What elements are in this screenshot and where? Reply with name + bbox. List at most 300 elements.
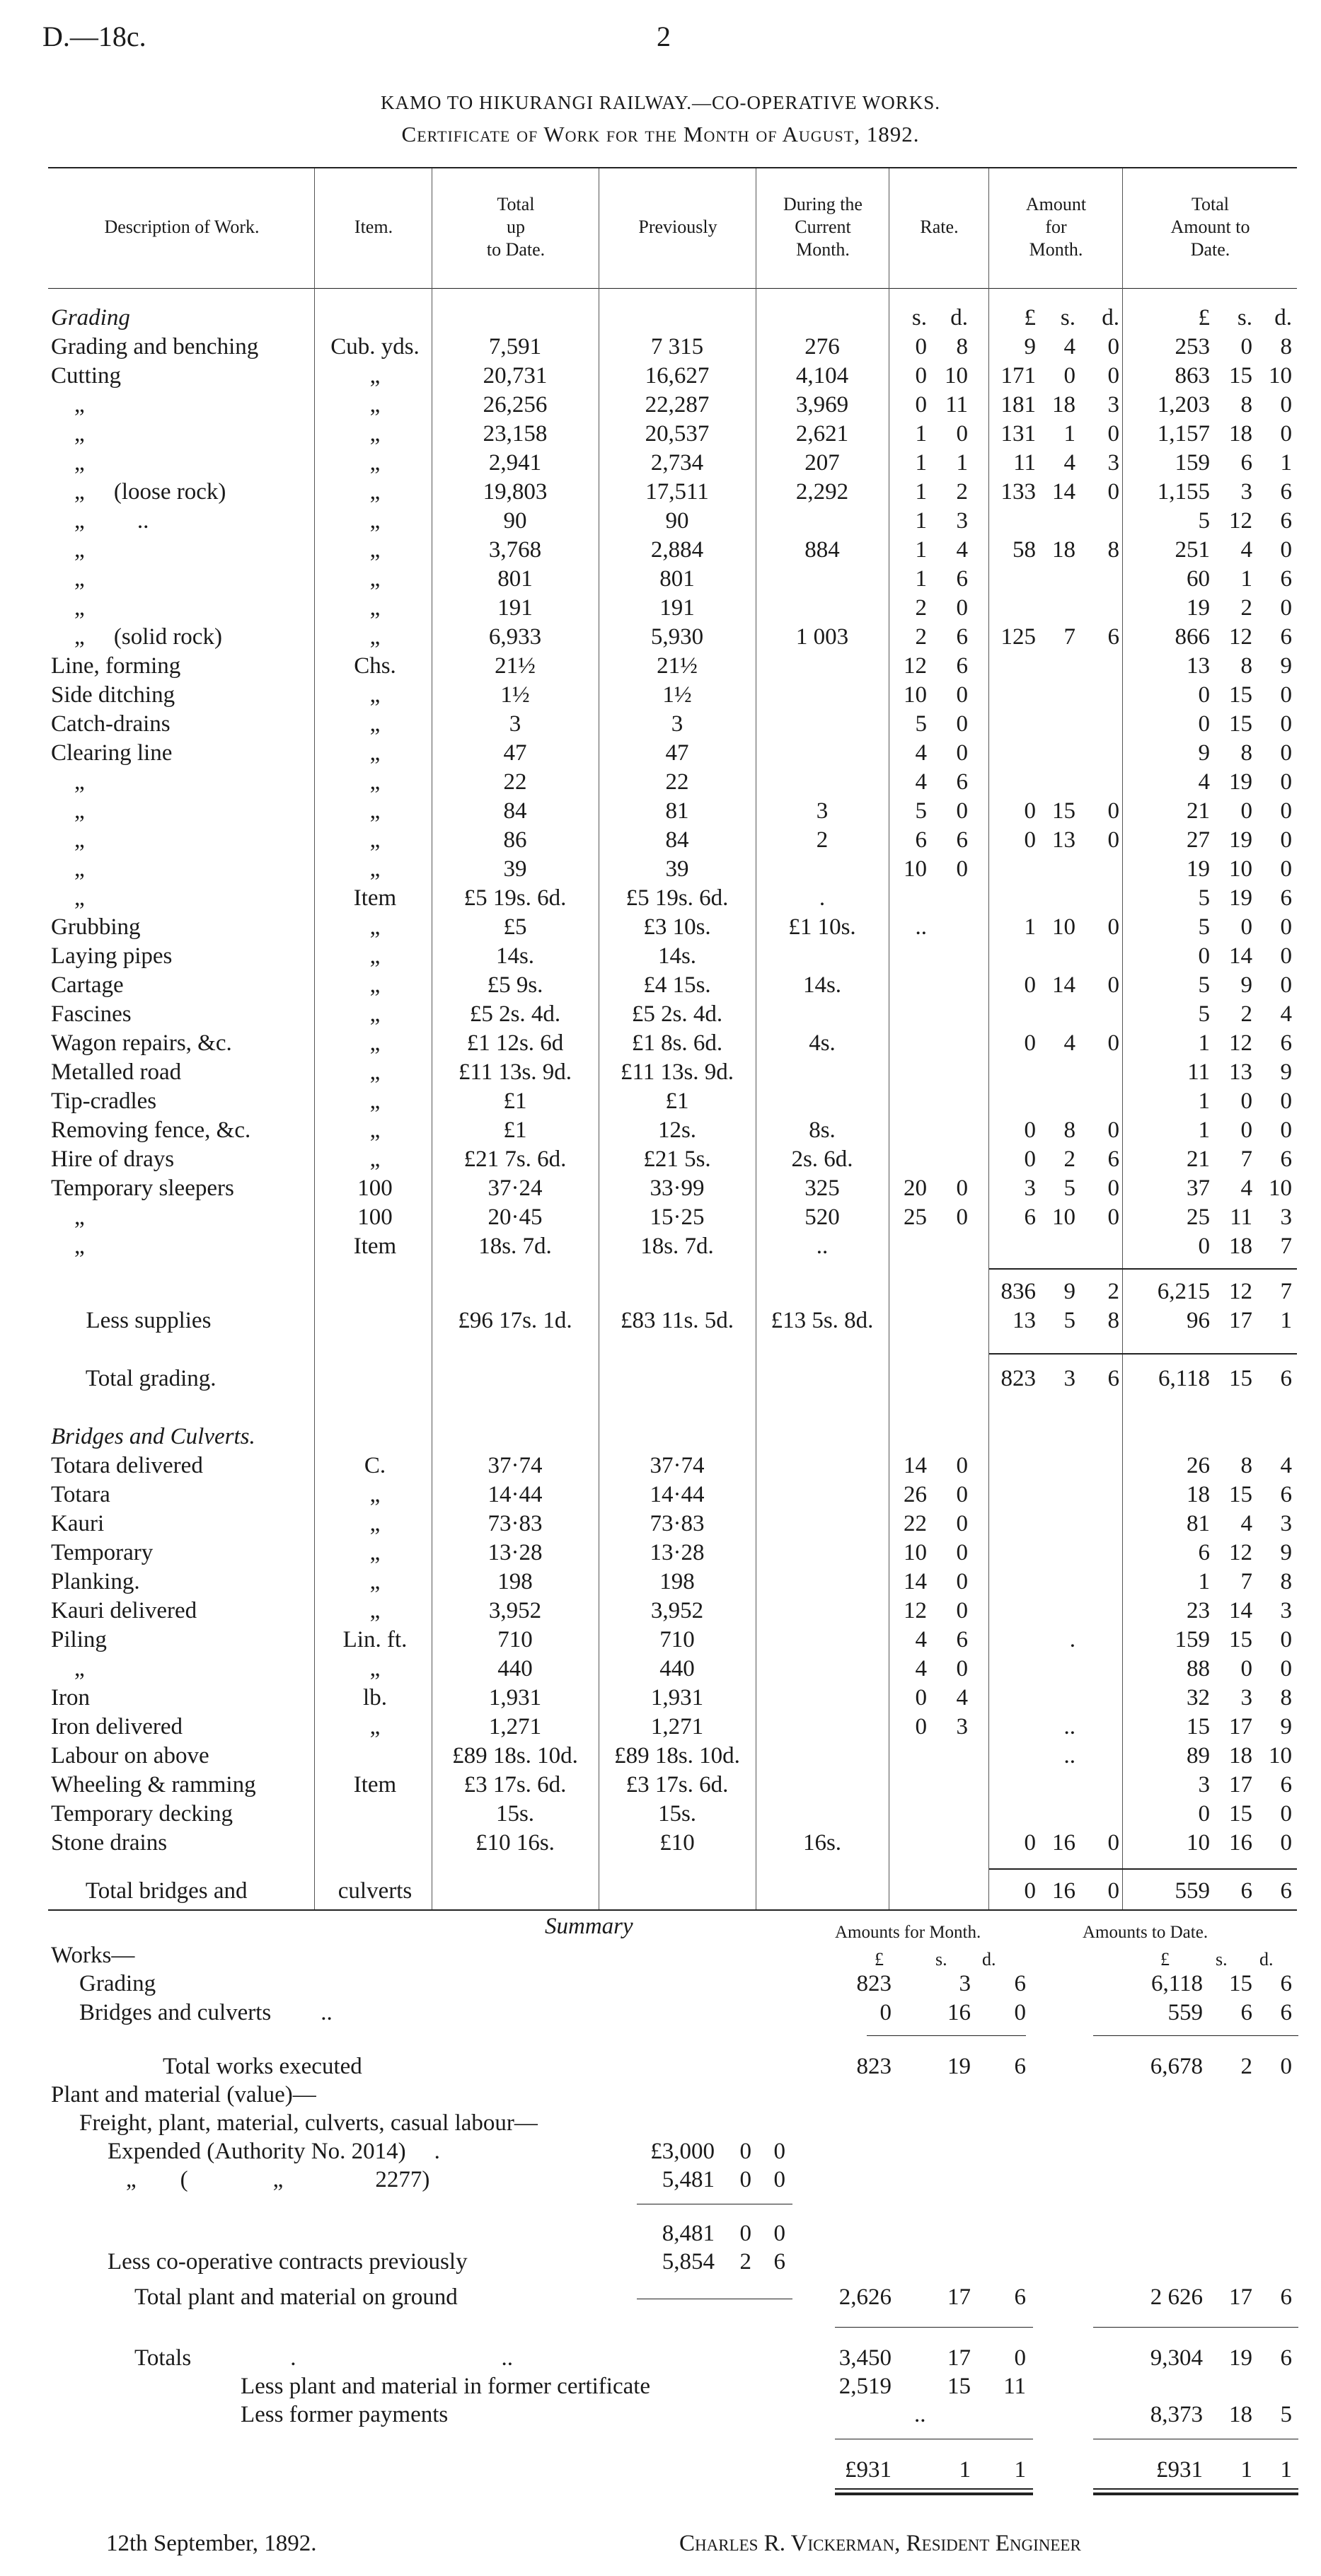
row-month-pounds: 0 [1024, 827, 1036, 853]
table-row [0, 449, 1321, 478]
less-plant-label: Less plant and material in former certificate [241, 2374, 651, 2399]
row-date-pounds: 9 [1198, 740, 1210, 766]
row-description: „ [51, 798, 85, 824]
row-previously: £5 2s. 4d. [631, 1001, 723, 1027]
row-rate-d: 6 [956, 624, 968, 650]
row-total-to-date: £89 18s. 10d. [452, 1743, 578, 1769]
row-date-pence: 9 [1280, 1540, 1292, 1565]
row-rate-d: 0 [956, 1453, 968, 1478]
row-date-pence: 0 [1280, 914, 1292, 940]
row-date-pence: 3 [1280, 1598, 1292, 1623]
row-description: Labour on above [51, 1743, 209, 1769]
row-description: Removing fence, &c. [51, 1117, 251, 1143]
row-date-pounds: 11 [1187, 1059, 1210, 1085]
row-month-pence: 3 [1107, 450, 1119, 476]
row-item: „ [369, 450, 381, 476]
row-previously: 198 [659, 1569, 695, 1594]
row-month-pence: 0 [1107, 972, 1119, 998]
row-date-pence: 0 [1280, 856, 1292, 882]
row-date-pounds: 6,118 [1158, 1366, 1210, 1391]
row-description: „ [51, 856, 85, 882]
row-date-pence: 0 [1280, 537, 1292, 563]
row-previously: 1½ [662, 682, 692, 708]
row-date-pounds: 21 [1187, 798, 1210, 824]
row-month-pence: 0 [1107, 914, 1119, 940]
row-date-shillings: 7 [1240, 1146, 1252, 1172]
row-month-pence: 0 [1107, 1830, 1119, 1856]
row-rate-s: 2 [915, 624, 927, 650]
row-description: Temporary [51, 1540, 154, 1565]
row-date-pounds: 0 [1198, 943, 1210, 969]
row-month-shillings: 9 [1063, 1279, 1075, 1304]
row-rate-d: 0 [956, 1656, 968, 1681]
row-date-pence: 0 [1280, 595, 1292, 621]
row-date-pounds: 0 [1198, 682, 1210, 708]
row-total-to-date: 710 [497, 1627, 533, 1652]
row-date-pounds: 96 [1187, 1308, 1210, 1333]
row-month-pounds: 181 [1000, 392, 1036, 418]
row-date-pence: 0 [1280, 682, 1292, 708]
lsd-header: d. [1259, 1949, 1274, 1970]
row-date-shillings: 17 [1229, 1772, 1252, 1798]
row-date-pence: 6 [1280, 1878, 1292, 1904]
row-date-pounds: 159 [1175, 450, 1210, 476]
row-date-shillings: 4 [1240, 537, 1252, 563]
row-description: Less supplies [51, 1308, 212, 1333]
row-month-pence: 6 [1107, 624, 1119, 650]
row-rate-s: 1 [915, 508, 927, 534]
row-date-shillings: 14 [1229, 943, 1252, 969]
row-current-month: 4,104 [795, 363, 849, 389]
row-date-shillings: 0 [1240, 1656, 1252, 1681]
row-date-pounds: 5 [1198, 885, 1210, 911]
row-previously: 39 [665, 856, 689, 882]
table-row [0, 971, 1321, 1000]
table-row [0, 1539, 1321, 1568]
row-current-month: 2 [816, 827, 829, 853]
row-description: Total bridges and [51, 1878, 248, 1904]
row-month-shillings: 10 [1052, 914, 1075, 940]
row-total-to-date: 198 [497, 1569, 533, 1594]
row-month-shillings: 7 [1063, 624, 1075, 650]
row-date-pence: 6 [1280, 1366, 1292, 1391]
row-item: „ [369, 566, 381, 592]
row-previously: 16,627 [645, 363, 710, 389]
row-date-pounds: 19 [1187, 856, 1210, 882]
row-date-shillings: 8 [1240, 653, 1252, 679]
row-previously: 14·44 [650, 1482, 705, 1507]
row-date-shillings: 1 [1240, 566, 1252, 592]
row-total-to-date: £21 7s. 6d. [463, 1146, 567, 1172]
row-date-pence: 6 [1280, 1030, 1292, 1056]
row-current-month: 3,969 [795, 392, 849, 418]
row-month-pounds: 13 [1013, 1308, 1036, 1333]
row-date-pence: 0 [1280, 1117, 1292, 1143]
row-date-shillings: 0 [1240, 798, 1252, 824]
row-date-pounds: 5 [1198, 1001, 1210, 1027]
row-month-pounds: 131 [1000, 421, 1036, 447]
row-description: „ [51, 421, 85, 447]
row-total-to-date: 7,591 [488, 334, 542, 360]
row-date-shillings: 2 [1240, 1001, 1252, 1027]
row-total-to-date: 20,731 [483, 363, 548, 389]
total-works-label: Total works executed [163, 2054, 362, 2079]
row-date-pence: 3 [1280, 1204, 1292, 1230]
table-row [0, 1364, 1321, 1393]
row-total-to-date: £11 13s. 9d. [458, 1059, 572, 1085]
row-description: Cutting [51, 363, 122, 389]
summary-works-label: Works— [51, 1943, 135, 1968]
row-total-to-date: 86 [503, 827, 527, 853]
row-month-pence: 0 [1107, 798, 1119, 824]
row-description: Hire of drays [51, 1146, 175, 1172]
row-description: Stone drains [51, 1830, 168, 1856]
row-date-pounds: 1 [1198, 1117, 1210, 1143]
row-date-shillings: 9 [1240, 972, 1252, 998]
row-date-pounds: 5 [1198, 914, 1210, 940]
row-month-pounds: 836 [1000, 1279, 1036, 1304]
table-row [0, 1684, 1321, 1713]
row-description: Catch-drains [51, 711, 171, 737]
row-date-pence: 8 [1280, 1569, 1292, 1594]
row-previously: 47 [665, 740, 689, 766]
row-previously: 5,930 [650, 624, 704, 650]
row-total-to-date: £5 [503, 914, 527, 940]
row-month-pounds: 0 [1024, 1830, 1036, 1856]
row-total-to-date: 1,931 [488, 1685, 542, 1710]
row-current-month: 520 [804, 1204, 840, 1230]
table-row [0, 304, 1321, 333]
table-row [0, 594, 1321, 623]
row-rate-s: .. [915, 914, 927, 940]
table-row [0, 1116, 1321, 1145]
plant-label: Plant and material (value)— [51, 2082, 316, 2108]
row-previously: 1,931 [650, 1685, 704, 1710]
row-current-month: £1 10s. [788, 914, 856, 940]
row-date-pounds: 6 [1198, 1540, 1210, 1565]
row-date-pounds: £ [1198, 305, 1210, 330]
row-total-to-date: 1,271 [488, 1714, 542, 1740]
row-date-pence: 0 [1280, 421, 1292, 447]
row-rate-d: 0 [956, 1204, 968, 1230]
row-total-to-date: 73·83 [488, 1511, 543, 1536]
row-item: „ [369, 1088, 381, 1114]
row-rate-s: 14 [904, 1569, 927, 1594]
row-item: „ [369, 1540, 381, 1565]
row-date-pence: 1 [1280, 450, 1292, 476]
row-total-to-date: 3,768 [488, 537, 542, 563]
row-current-month: 2,292 [795, 479, 849, 505]
table-row [0, 1771, 1321, 1800]
row-month-pence: 0 [1107, 479, 1119, 505]
row-date-pence: 7 [1280, 1234, 1292, 1259]
table-row [0, 565, 1321, 594]
row-date-shillings: 6 [1240, 1878, 1252, 1904]
row-date-pounds: 863 [1175, 363, 1210, 389]
row-date-pence: 9 [1280, 1059, 1292, 1085]
row-rate-s: 0 [915, 334, 927, 360]
row-current-month: 207 [804, 450, 840, 476]
row-month-pounds: 0 [1024, 1878, 1036, 1904]
row-total-to-date: 19,803 [483, 479, 548, 505]
row-date-pounds: 81 [1187, 1511, 1210, 1536]
row-date-pence: 9 [1280, 1714, 1292, 1740]
page-number: 2 [657, 21, 671, 52]
row-rate-d: 0 [956, 1540, 968, 1565]
row-description: Wagon repairs, &c. [51, 1030, 232, 1056]
row-date-shillings: 18 [1229, 1234, 1252, 1259]
row-date-pence: 6 [1280, 624, 1292, 650]
row-month-shillings: 16 [1052, 1830, 1075, 1856]
row-item: Item [353, 1234, 397, 1259]
row-item: „ [369, 1146, 381, 1172]
row-previously: 81 [665, 798, 689, 824]
row-date-pounds: 23 [1187, 1598, 1210, 1623]
row-total-to-date: 39 [503, 856, 527, 882]
table-row [0, 942, 1321, 971]
row-month-pence: 0 [1107, 363, 1119, 389]
row-date-pounds: 1 [1198, 1569, 1210, 1594]
row-previously: 1,271 [650, 1714, 704, 1740]
row-previously: 22,287 [645, 392, 710, 418]
row-date-pence: 6 [1280, 1482, 1292, 1507]
table-row [0, 826, 1321, 855]
row-total-to-date: £1 [503, 1117, 527, 1143]
row-rate-d: 0 [956, 682, 968, 708]
row-date-shillings: 19 [1229, 885, 1252, 911]
row-previously: 14s. [657, 943, 697, 969]
row-date-pence: 10 [1269, 363, 1292, 389]
row-total-to-date: £10 16s. [475, 1830, 555, 1856]
row-rate-d: 0 [956, 740, 968, 766]
row-date-pounds: 559 [1175, 1878, 1210, 1904]
row-item: „ [369, 827, 381, 853]
row-rate-d: 6 [956, 769, 968, 795]
row-rate-d: 6 [956, 1627, 968, 1652]
row-date-pounds: 253 [1175, 334, 1210, 360]
row-date-shillings: 17 [1229, 1308, 1252, 1333]
table-row [0, 536, 1321, 565]
row-date-pounds: 1 [1198, 1030, 1210, 1056]
row-rate-d: 3 [956, 1714, 968, 1740]
header-bottom-rule [48, 288, 1297, 289]
row-date-pounds: 13 [1187, 653, 1210, 679]
row-item: „ [369, 1511, 381, 1536]
table-row [0, 710, 1321, 739]
row-item: „ [369, 1714, 381, 1740]
lsd-header: £ [875, 1949, 884, 1970]
row-date-pence: 0 [1280, 1801, 1292, 1827]
table-row [0, 1597, 1321, 1626]
row-total-to-date: 13·28 [488, 1540, 543, 1565]
row-date-pounds: 6,215 [1157, 1279, 1210, 1304]
row-item: culverts [338, 1878, 413, 1904]
row-month-pounds: 6 [1024, 1204, 1036, 1230]
row-date-pounds: 866 [1175, 624, 1210, 650]
row-rate-s: 14 [904, 1453, 927, 1478]
row-previously: 2,734 [650, 450, 704, 476]
row-date-pounds: 0 [1198, 711, 1210, 737]
row-previously: 2,884 [650, 537, 704, 563]
footer-date: 12th September, 1892. [106, 2531, 317, 2556]
col-header-rate: Rate. [920, 217, 959, 237]
row-current-month: 276 [804, 334, 840, 360]
row-total-to-date: 23,158 [483, 421, 548, 447]
row-rate-s: 1 [915, 421, 927, 447]
row-date-pounds: 15 [1187, 1714, 1210, 1740]
row-description: „ [51, 1204, 85, 1230]
row-total-to-date: £5 19s. 6d. [463, 885, 567, 911]
row-previously: 440 [659, 1656, 695, 1681]
row-date-pence: 6 [1280, 1772, 1292, 1798]
row-item: „ [369, 769, 381, 795]
row-date-pounds: 4 [1198, 769, 1210, 795]
row-date-shillings: 8 [1240, 392, 1252, 418]
row-date-shillings: 8 [1240, 740, 1252, 766]
row-previously: 33·99 [650, 1175, 705, 1201]
row-rate-s: 4 [915, 740, 927, 766]
row-description: „ [51, 595, 85, 621]
lsd-header: s. [1216, 1949, 1228, 1970]
row-item: Cub. yds. [330, 334, 420, 360]
row-date-shillings: 13 [1229, 1059, 1252, 1085]
row-description: Temporary sleepers [51, 1175, 234, 1201]
row-total-to-date: £1 12s. 6d [466, 1030, 564, 1056]
row-previously: 84 [665, 827, 689, 853]
row-current-month: 1 003 [795, 624, 849, 650]
row-description: Total grading. [51, 1366, 217, 1391]
row-date-shillings: 4 [1240, 1175, 1252, 1201]
row-total-to-date: 14·44 [488, 1482, 543, 1507]
table-row [0, 1174, 1321, 1203]
row-date-pounds: 10 [1187, 1830, 1210, 1856]
document-title: KAMO TO HIKURANGI RAILWAY.—CO-OPERATIVE WORKS. [380, 92, 941, 113]
row-rate-s: 22 [904, 1511, 927, 1536]
row-rate-d: 0 [956, 1598, 968, 1623]
row-date-pounds: 37 [1187, 1175, 1210, 1201]
table-row [0, 1829, 1321, 1858]
row-month-shillings: s. [1060, 305, 1075, 330]
row-description: Kauri delivered [51, 1598, 197, 1623]
row-date-shillings: 2 [1240, 595, 1252, 621]
row-description: Grading [51, 305, 130, 330]
row-item: „ [369, 1001, 381, 1027]
table-row [0, 1877, 1321, 1906]
row-month-shillings: . [1069, 1627, 1075, 1652]
row-rate-d: 11 [945, 392, 968, 418]
row-rate-s: 1 [915, 566, 927, 592]
row-date-pence: 0 [1280, 972, 1292, 998]
row-date-shillings: 0 [1240, 334, 1252, 360]
row-description: „ [51, 827, 85, 853]
row-date-pounds: 25 [1187, 1204, 1210, 1230]
row-current-month: 2,621 [795, 421, 849, 447]
row-rate-s: 10 [904, 1540, 927, 1565]
row-rate-s: 0 [915, 1685, 927, 1710]
row-description: Planking. [51, 1569, 140, 1594]
row-item: „ [369, 1117, 381, 1143]
row-rate-d: 8 [956, 334, 968, 360]
less-coop-label: Less co-operative contracts previously [108, 2249, 468, 2275]
row-rate-s: 26 [904, 1482, 927, 1507]
row-month-pounds: £ [1024, 305, 1036, 330]
table-row [0, 333, 1321, 362]
row-date-shillings: 3 [1240, 1685, 1252, 1710]
row-month-shillings: 0 [1063, 363, 1075, 389]
row-date-pounds: 32 [1187, 1685, 1210, 1710]
row-total-to-date: 26,256 [483, 392, 548, 418]
table-row [0, 768, 1321, 797]
freight-label: Freight, plant, material, culverts, casual labour— [79, 2110, 538, 2136]
row-description: Totara delivered [51, 1453, 203, 1478]
table-row [0, 1742, 1321, 1771]
row-item: Chs. [354, 653, 396, 679]
row-total-to-date: 3 [509, 711, 521, 737]
row-description: Line, forming [51, 653, 181, 679]
row-total-to-date: £96 17s. 1d. [458, 1308, 572, 1333]
row-rate-d: 0 [956, 711, 968, 737]
table-top-rule [48, 167, 1297, 168]
row-month-pence: 0 [1107, 1030, 1119, 1056]
row-total-to-date: 37·24 [488, 1175, 543, 1201]
row-total-to-date: 1½ [500, 682, 530, 708]
table-row [0, 1510, 1321, 1539]
row-previously: 22 [665, 769, 689, 795]
row-rate-d: 3 [956, 508, 968, 534]
row-date-pounds: 1 [1198, 1088, 1210, 1114]
table-row [0, 913, 1321, 942]
row-rate-s: 10 [904, 682, 927, 708]
row-total-to-date: 6,933 [488, 624, 542, 650]
document-reference: D.—18c. [42, 21, 146, 52]
row-description: Piling [51, 1627, 107, 1652]
row-item: C. [364, 1453, 386, 1478]
row-item: „ [369, 624, 381, 650]
row-month-pounds: 171 [1000, 363, 1036, 389]
table-row [0, 1277, 1321, 1306]
row-previously: 7 315 [650, 334, 704, 360]
row-date-shillings: 8 [1240, 1453, 1252, 1478]
row-month-pounds: 0 [1024, 972, 1036, 998]
row-current-month: £13 5s. 8d. [771, 1308, 874, 1333]
row-description: „ [51, 885, 85, 911]
table-row [0, 1058, 1321, 1087]
table-row [0, 623, 1321, 652]
row-total-to-date: 15s. [495, 1801, 535, 1827]
row-total-to-date: 47 [503, 740, 527, 766]
row-date-pounds: 27 [1187, 827, 1210, 853]
row-date-shillings: 19 [1229, 827, 1252, 853]
row-description: Side ditching [51, 682, 175, 708]
col-header-total: Total up to Date. [486, 194, 546, 260]
row-total-to-date: 440 [497, 1656, 533, 1681]
row-description: Iron [51, 1685, 90, 1710]
row-total-to-date: 22 [503, 769, 527, 795]
table-bottom-rule [48, 1909, 1297, 1911]
table-row [0, 1568, 1321, 1597]
row-month-shillings: 4 [1063, 450, 1075, 476]
row-month-pounds: 58 [1013, 537, 1036, 563]
row-date-pence: d. [1274, 305, 1292, 330]
row-description: Tip-cradles [51, 1088, 157, 1114]
table-row [0, 478, 1321, 507]
row-rate-d: 0 [956, 1482, 968, 1507]
totals-rule [835, 2327, 1033, 2328]
row-previously: 37·74 [650, 1453, 705, 1478]
row-description: Clearing line [51, 740, 173, 766]
row-rate-d: 0 [956, 1175, 968, 1201]
row-description: Temporary decking [51, 1801, 233, 1827]
